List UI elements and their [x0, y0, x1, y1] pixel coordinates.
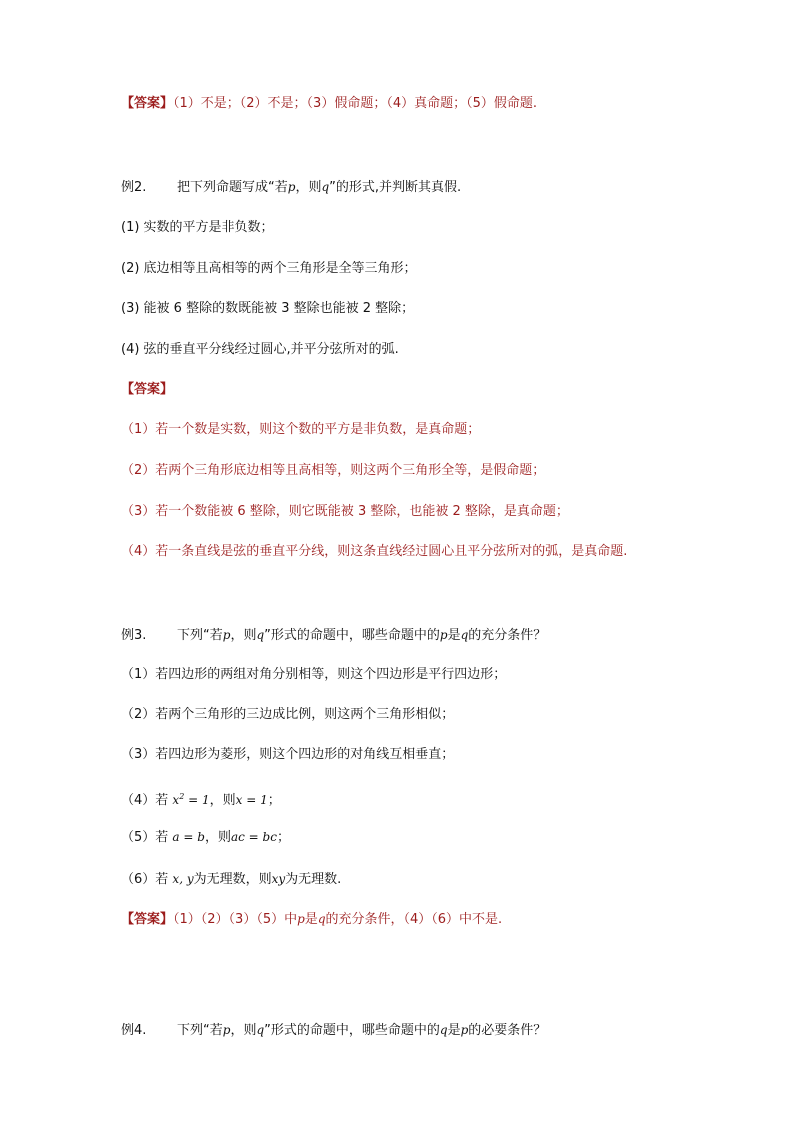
math-expression: x, y	[172, 872, 194, 886]
example-2-item-3: (3) 能被 6 整除的数既能被 3 整除也能被 2 整除；	[121, 301, 415, 316]
example-2-answer-1: （1）若一个数是实数，则这个数的平方是非负数，是真命题；	[121, 422, 481, 437]
answer-text: （1）不是；（2）不是；（3）假命题；（4）真命题；（5）假命题.	[173, 96, 538, 111]
example-3-item-2: （2）若两个三角形的三边成比例，则这两个三角形相似；	[121, 707, 455, 722]
example-3-item-6	[121, 870, 341, 889]
stem-text: ”形式的命题中，哪些命题中的	[264, 628, 440, 643]
example-3-item-4	[121, 788, 281, 810]
example-4-stem	[121, 1021, 546, 1040]
example-label: 例4.	[121, 1023, 147, 1038]
example-3-stem	[121, 626, 546, 645]
stem-text: 的充分条件？	[468, 628, 547, 643]
example-2-answer-tag: 【答案】	[121, 382, 174, 397]
math-var-q: q	[256, 628, 265, 642]
item-text: （5）若	[121, 830, 169, 845]
example-2-item-1: (1) 实数的平方是非负数；	[121, 220, 274, 235]
stem-text: ，则	[230, 1023, 257, 1038]
item-text: ；	[267, 793, 281, 808]
item-text: （4）若	[121, 793, 169, 808]
math-expression	[172, 793, 209, 807]
math-rest: = 1	[184, 793, 210, 807]
answer-text: 的充分条件，（4）（6）中不是.	[325, 912, 503, 927]
example-3-answer	[121, 910, 502, 929]
stem-text: ，则	[295, 180, 322, 195]
math-var-p: p	[297, 912, 305, 926]
example-3-item-3: （3）若四边形为菱形，则这个四边形的对角线互相垂直；	[121, 747, 455, 762]
example-2-answer-3: （3）若一个数能被 6 整除，则它既能被 3 整除，也能被 2 整除，是真命题；	[121, 504, 569, 519]
math-var-q: q	[460, 628, 469, 642]
example-label: 例2.	[121, 180, 147, 195]
example-2-item-2: (2) 底边相等且高相等的两个三角形是全等三角形；	[121, 261, 417, 276]
answer-text: 是	[304, 912, 318, 927]
math-var-q: q	[321, 180, 330, 194]
stem-text: 下列“若	[177, 1023, 223, 1038]
answer-tag: 【答案】	[121, 96, 174, 111]
answer-tag: 【答案】	[121, 912, 174, 927]
example-3-item-1: （1）若四边形的两组对角分别相等，则这个四边形是平行四边形；	[121, 667, 507, 682]
item-text: 为无理数，则	[193, 872, 272, 887]
stem-text: ”形式的命题中，哪些命题中的	[264, 1023, 440, 1038]
stem-text: ，则	[230, 628, 257, 643]
stem-text: 把下列命题写成“若	[177, 180, 288, 195]
answer-text: （1）（2）（3）（5）中	[173, 912, 298, 927]
math-var-q: q	[439, 1023, 448, 1037]
math-expression: xy	[271, 872, 286, 886]
math-var-q: q	[317, 912, 326, 926]
example-2-answer-4: （4）若一条直线是弦的垂直平分线，则这条直线经过圆心且平分弦所对的弧，是真命题.	[121, 544, 628, 559]
item-text: （6）若	[121, 872, 169, 887]
math-expression: x = 1	[235, 793, 268, 807]
stem-text: 下列“若	[177, 628, 223, 643]
math-var-p: p	[222, 1023, 231, 1037]
stem-text: 的必要条件？	[468, 1023, 547, 1038]
item-text: ，则	[204, 830, 231, 845]
math-var-q: q	[256, 1023, 265, 1037]
math-exponent: 2	[179, 792, 185, 801]
example-2-stem	[121, 178, 461, 197]
stem-text: 是	[447, 1023, 461, 1038]
math-base: x	[172, 793, 180, 807]
math-var-p: p	[287, 180, 296, 194]
math-expression: ac = bc	[230, 830, 277, 844]
example-3-item-5	[121, 828, 290, 847]
answer-block-1	[121, 95, 537, 113]
math-var-p: p	[460, 1023, 469, 1037]
stem-text: ”的形式,并判断其真假.	[329, 180, 462, 195]
math-var-p: p	[439, 628, 448, 642]
math-expression: a = b	[172, 830, 205, 844]
item-text: ；	[276, 830, 290, 845]
math-var-p: p	[222, 628, 231, 642]
example-label: 例3.	[121, 628, 147, 643]
item-text: ，则	[209, 793, 236, 808]
example-2-item-4: (4) 弦的垂直平分线经过圆心,并平分弦所对的弧.	[121, 342, 399, 357]
stem-text: 是	[447, 628, 461, 643]
item-text: 为无理数.	[285, 872, 342, 887]
example-2-answer-2: （2）若两个三角形底边相等且高相等，则这两个三角形全等，是假命题；	[121, 463, 546, 478]
